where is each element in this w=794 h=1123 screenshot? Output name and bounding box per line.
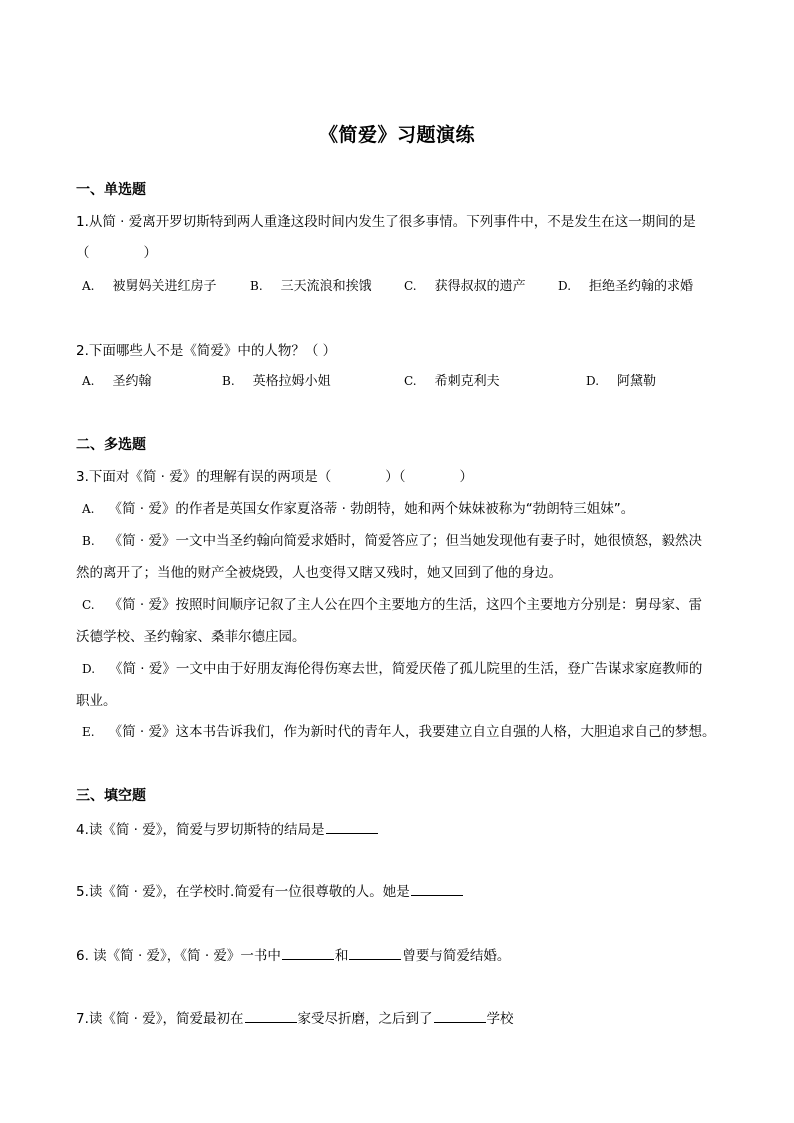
question-3-option-c[interactable]: C. 《简 · 爱》按照时间顺序记叙了主人公在四个主要地方的生活，这四个主要地方分别是：舅母家、雷 xyxy=(82,597,702,613)
question-1-option-a[interactable]: A. 被舅妈关进红房子 xyxy=(82,279,217,294)
section-heading-fill-in-blank: 三、填空题 xyxy=(76,788,146,804)
question-1-text: 1.从简 · 爱离开罗切斯特到两人重逢这段时间内发生了很多事情。下列事件中，不是发生在这一期间的是 xyxy=(76,214,696,230)
answer-blank[interactable] xyxy=(434,1010,486,1023)
answer-blank[interactable] xyxy=(349,947,401,960)
question-1-answer-bracket: （ ） xyxy=(76,245,157,261)
question-3-option-b-continued: 然的离开了；当他的财产全被烧毁，人也变得又瞎又残时，她又回到了他的身边。 xyxy=(76,565,562,581)
question-2-option-d[interactable]: D. 阿黛勒 xyxy=(586,374,657,389)
question-3-option-b[interactable]: B. 《简 · 爱》一文中当圣约翰向简爱求婚时，简爱答应了；但当她发现他有妻子时，她很愤怒，毅然决 xyxy=(82,533,703,549)
answer-blank[interactable] xyxy=(411,883,463,896)
section-heading-multiple-choice: 二、多选题 xyxy=(76,437,146,453)
question-4: 4.读《简 · 爱》，简爱与罗切斯特的结局是 xyxy=(76,818,379,838)
answer-blank[interactable] xyxy=(245,1010,297,1023)
question-3-option-e[interactable]: E. 《简 · 爱》这本书告诉我们，作为新时代的青年人，我要建立自立自强的人格，大胆追求自己的梦想。 xyxy=(82,724,716,740)
question-6: 6. 读《简 · 爱》，《简 · 爱》一书中 和 曾要与简爱结婚。 xyxy=(76,948,511,964)
question-3-text: 3.下面对《简 · 爱》的理解有误的两项是（ ）（ ） xyxy=(76,469,474,485)
question-2-text: 2.下面哪些人不是《简爱》中的人物？（ ） xyxy=(76,343,337,359)
question-1-option-c[interactable]: C. 获得叔叔的遗产 xyxy=(404,279,526,294)
question-2-option-b[interactable]: B. 英格拉姆小姐 xyxy=(222,374,331,389)
answer-blank[interactable] xyxy=(282,947,334,960)
question-1-option-d[interactable]: D. 拒绝圣约翰的求婚 xyxy=(558,279,694,294)
question-2-option-c[interactable]: C. 希刺克利夫 xyxy=(404,374,500,389)
question-3-option-c-continued: 沃德学校、圣约翰家、桑菲尔德庄园。 xyxy=(76,629,306,645)
question-5: 5.读《简 · 爱》，在学校时.简爱有一位很尊敬的人。她是 xyxy=(76,880,464,900)
section-heading-single-choice: 一、单选题 xyxy=(76,182,146,198)
page-title: 《简爱》习题演练 xyxy=(318,124,475,146)
answer-blank[interactable] xyxy=(326,821,378,834)
question-3-option-d-continued: 职业。 xyxy=(76,693,117,709)
question-7: 7.读《简 · 爱》，简爱最初在 家受尽折磨，之后到了 学校 xyxy=(76,1011,514,1027)
question-3-option-a[interactable]: A. 《简 · 爱》的作者是英国女作家夏洛蒂 · 勃朗特，她和两个妹妹被称为“勃朗特三姐妹”。 xyxy=(82,501,635,517)
question-1-option-b[interactable]: B. 三天流浪和挨饿 xyxy=(250,279,372,294)
question-3-option-d[interactable]: D. 《简 · 爱》一文中由于好朋友海伦得伤寒去世，简爱厌倦了孤儿院里的生活，登广告谋求家庭教师的 xyxy=(82,661,703,677)
question-2-option-a[interactable]: A. 圣约翰 xyxy=(82,374,152,389)
